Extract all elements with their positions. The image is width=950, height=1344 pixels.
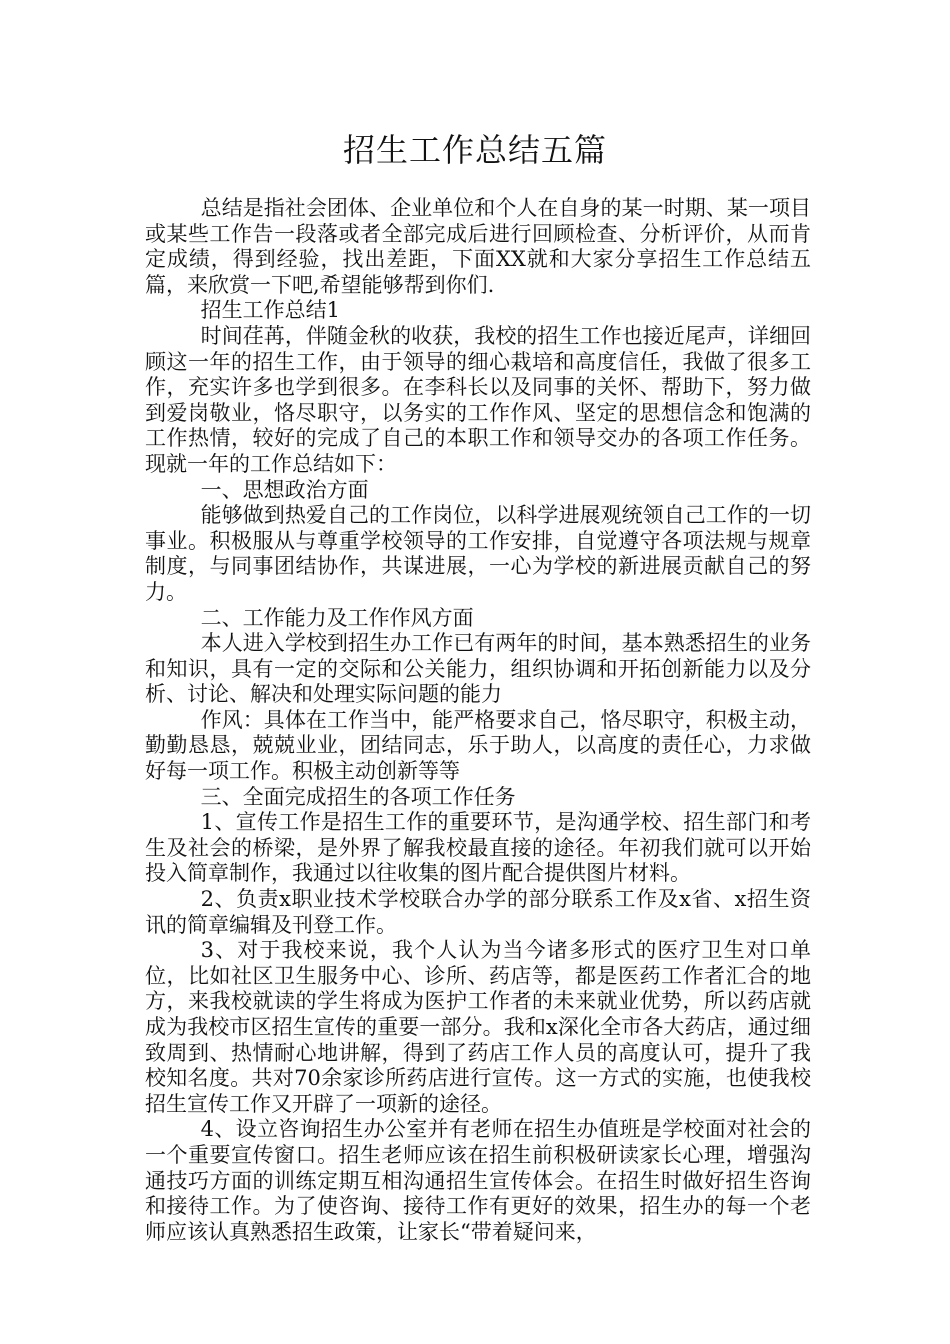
section-heading-ability: 二、工作能力及工作作风方面 [200, 605, 474, 630]
section-heading-summary-1: 招生工作总结1 [200, 298, 341, 323]
list-item: 4、设立咨询招生办公室并有老师在招生办值班是学校面对社会的一个重要宣传窗口。招生老师应该在招生前积极研读家长心理，增强沟通技巧方面的训练定期互相沟通招生宣传体会。在招生时做好招生咨询和接待工作。为了使咨询、接待工作有更好的效果，招生办的每一个老师应该认真熟悉招生政策，让家长“带着疑问来， [145, 1117, 811, 1244]
list-item: 3、对于我校来说，我个人认为当今诸多形式的医疗卫生对口单位，比如社区卫生服务中心、诊所、药店等，都是医药工作者汇合的地方，来我校就读的学生将成为医护工作者的未来就业优势，所以药店就成为我校市区招生宣传的重要一部分。我和x深化全市各大药店，通过细致周到、热情耐心地讲解，得到了药店工作人员的高度认可，提升了我校知名度。共对70余家诊所药店进行宣传。这一方式的实施，也使我校招生宣传工作又开辟了一项新的途径。 [145, 938, 811, 1116]
body-paragraph: 能够做到热爱自己的工作岗位，以科学进展观统领自己工作的一切事业。积极服从与尊重学校领导的工作安排，自觉遵守各项法规与规章制度，与同事团结协作，共谋进展，一心为学校的新进展贡献自己的努力。 [145, 503, 811, 604]
intro-paragraph: 总结是指社会团体、企业单位和个人在自身的某一时期、某一项目或某些工作告一段落或者全部完成后进行回顾检查、分析评价，从而肯定成绩，得到经验，找出差距，下面XX就和大家分享招生工作总结五篇，来欣赏一下吧,希望能够帮到你们. [145, 196, 811, 297]
list-item: 1、宣传工作是招生工作的重要环节，是沟通学校、招生部门和考生及社会的桥梁，是外界了解我校最直接的途径。年初我们就可以开始投入简章制作，我通过以往收集的图片配合提供图片材料。 [145, 810, 811, 886]
document-body [145, 196, 811, 1245]
body-paragraph: 本人进入学校到招生办工作已有两年的时间，基本熟悉招生的业务和知识，具有一定的交际和公关能力，组织协调和开拓创新能力以及分析、讨论、解决和处理实际问题的能力 [145, 631, 811, 707]
document-title: 招生工作总结五篇 [342, 131, 607, 169]
section-heading-politics: 一、思想政治方面 [200, 477, 369, 502]
section-heading-tasks: 三、全面完成招生的各项工作任务 [200, 784, 516, 809]
body-paragraph: 时间荏苒，伴随金秋的收获，我校的招生工作也接近尾声，详细回顾这一年的招生工作，由于领导的细心栽培和高度信任，我做了很多工作，充实许多也学到很多。在李科长以及同事的关怀、帮助下，努力做到爱岗敬业，恪尽职守，以务实的工作作风、坚定的思想信念和饱满的工作热情，较好的完成了自己的本职工作和领导交办的各项工作任务。现就一年的工作总结如下： [145, 323, 811, 476]
body-paragraph: 作风：具体在工作当中，能严格要求自己，恪尽职守，积极主动，勤勤恳恳，兢兢业业，团结同志，乐于助人，以高度的责任心，力求做好每一项工作。积极主动创新等等 [145, 707, 811, 784]
list-item: 2、负责x职业技术学校联合办学的部分联系工作及x省、x招生资讯的简章编辑及刊登工作。 [145, 887, 811, 937]
